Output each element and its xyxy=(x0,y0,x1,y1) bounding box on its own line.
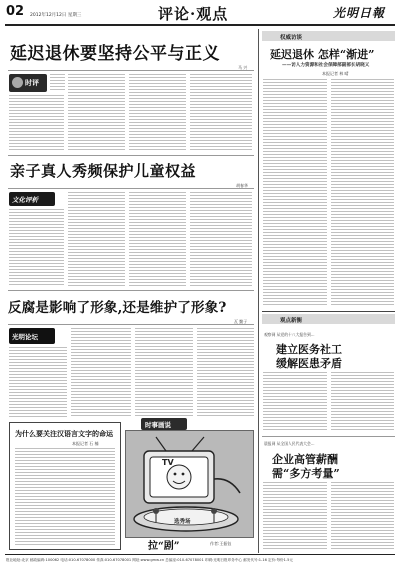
source-note-right-bottom: 晨报网 从全国人民代表大会… xyxy=(264,441,315,446)
headline-main1: 延迟退休要坚持公平与正义 xyxy=(10,44,220,64)
boxed-article xyxy=(9,422,121,550)
tv-label: TV xyxy=(162,458,174,467)
divider xyxy=(8,324,254,325)
body-text-main2-col2 xyxy=(68,192,125,286)
cartoon-credit: 作者:王振钰 xyxy=(210,541,232,546)
stage-label: 选秀场 xyxy=(174,519,191,525)
body-text-right-top-col1 xyxy=(263,79,327,305)
body-text-main2-col1 xyxy=(9,209,64,286)
byline-main2: 胡春华 xyxy=(236,183,248,188)
column-tag-shiping xyxy=(9,74,47,92)
headline-right-bottom-line2: 需“多方考量” xyxy=(272,467,340,480)
cartoon-section-label xyxy=(141,418,187,430)
byline-main3: 瓦 勤子 xyxy=(234,319,248,324)
body-text-main1-col1 xyxy=(9,95,64,151)
divider xyxy=(8,188,254,189)
headline-right-mid-line2: 缓解医患矛盾 xyxy=(276,357,342,370)
paper-name: 光明日報 xyxy=(333,6,386,20)
divider xyxy=(262,436,395,437)
body-text-main2-col4 xyxy=(190,192,252,286)
column-tag-label: 时评 xyxy=(25,79,39,87)
body-text-main1-col2 xyxy=(68,74,125,151)
column-tag-wenhua xyxy=(9,192,55,206)
body-text-main3-col2 xyxy=(71,328,131,417)
headline-right-mid-line1: 建立医务社工 xyxy=(276,343,342,356)
cartoon-panel xyxy=(125,430,254,538)
byline-boxed: 本报记者 石 楠 xyxy=(72,441,99,446)
column-tag-label: 文化评析 xyxy=(12,196,38,204)
headline-right-bottom-line1: 企业高管薪酬 xyxy=(272,453,338,466)
body-text-right-mid-col2 xyxy=(331,372,394,432)
right-top-label-bar xyxy=(262,31,395,41)
body-text-boxed xyxy=(15,448,115,546)
page-number: 02 xyxy=(6,4,25,19)
section-label-authority: 权威访谈 xyxy=(280,34,303,41)
cartoon-label-text: 时事画说 xyxy=(145,421,171,429)
column-tag-guangming xyxy=(9,328,55,344)
body-text-main3-col3 xyxy=(135,328,193,417)
divider xyxy=(262,311,395,312)
divider xyxy=(8,70,254,71)
section-title: 评论·观点 xyxy=(158,5,229,23)
masthead-rule xyxy=(5,24,395,26)
body-text-main1-col4 xyxy=(190,74,252,151)
masthead xyxy=(0,0,400,25)
headline-boxed: 为什么要关注汉语言文字的命运 xyxy=(15,429,113,438)
right-column-border xyxy=(258,29,259,553)
body-text-main3-col1 xyxy=(9,347,67,417)
divider xyxy=(8,290,254,291)
body-text-main1-col3 xyxy=(129,74,186,151)
body-text-main3-col4 xyxy=(197,328,254,417)
speech-bubble-icon xyxy=(12,77,23,88)
column-tag-label: 光明论坛 xyxy=(12,333,38,341)
body-text-right-mid-col1 xyxy=(263,372,327,432)
section-label-viewpoint: 观点新衡 xyxy=(280,317,303,324)
cartoon-caption: 拉“剧” xyxy=(148,541,180,552)
body-text-right-bottom-col1 xyxy=(263,482,327,550)
footer-text: 报社地址:北京 邮政编码:100062 电话:010-67078000 传真:010-67078001 网址:www.gmw.cn 总编室:010-67078001 印刷:光明日报印务中心 邮发代号:1-16 定价:每份1.5元 xyxy=(6,558,293,562)
headline-right-top: 延迟退休 怎样“渐进” xyxy=(270,48,375,61)
right-mid-label-bar xyxy=(262,314,395,324)
body-text-main1-lede xyxy=(50,74,65,92)
byline-main1: 马 兴 xyxy=(238,65,248,70)
byline-right-top: 本报记者 林 晴 xyxy=(322,71,349,76)
date-line: 2012年12月12日 星期三 xyxy=(30,13,82,18)
body-text-main2-col3 xyxy=(129,192,186,286)
subhead-right-top: ——访人力资源和社会保障部副部长胡晓义 xyxy=(282,63,370,68)
headline-main2: 亲子真人秀频保护儿童权益 xyxy=(10,162,197,180)
divider xyxy=(8,155,254,156)
headline-main3: 反腐是影响了形象,还是维护了形象? xyxy=(8,300,227,316)
body-text-right-bottom-col2 xyxy=(331,482,394,550)
footer-rule xyxy=(5,554,395,555)
body-text-right-top-col2 xyxy=(331,79,394,305)
source-note-right-mid: 观察网 从党的十八大报告到… xyxy=(264,332,315,337)
